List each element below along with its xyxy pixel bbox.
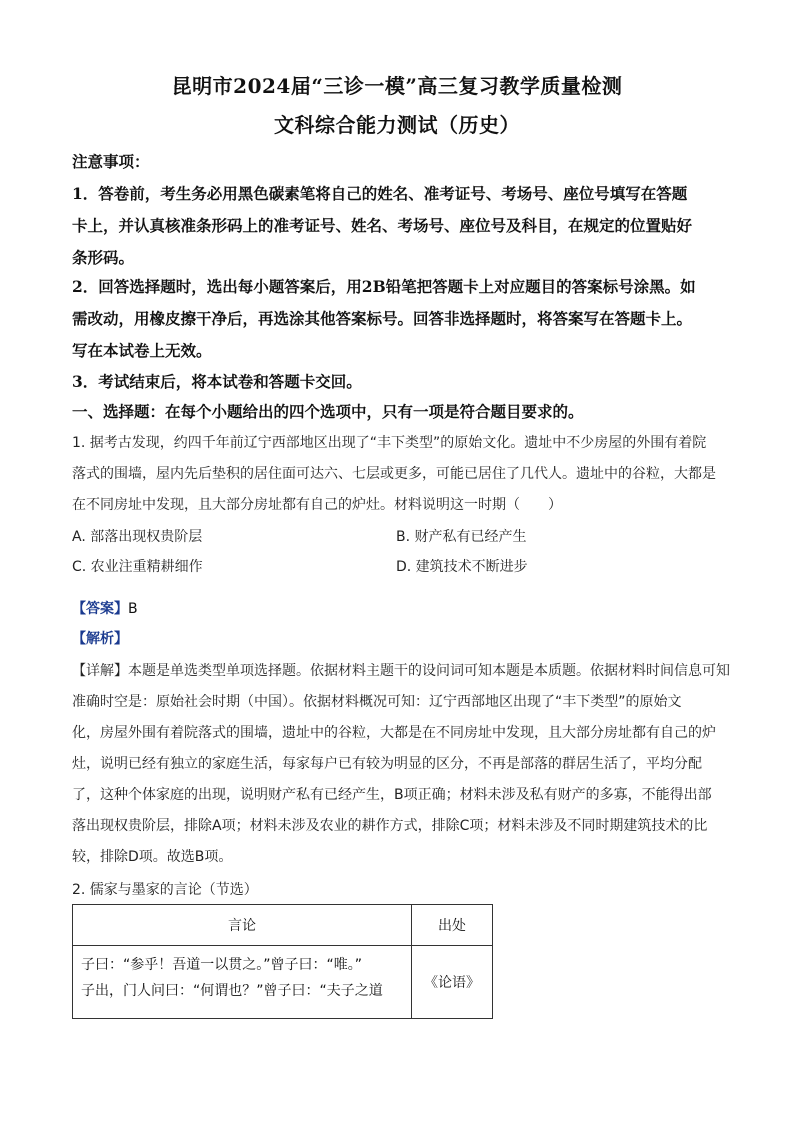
analysis-detail: 较，排除D项。故选B项。	[72, 849, 233, 865]
notice-line: 1．答卷前，考生务必用黑色碳素笔将自己的姓名、准考证号、考场号、座位号填写在答题	[72, 184, 688, 203]
answer-label: 【答案】	[72, 601, 128, 617]
question-stem: 1. 据考古发现，约四千年前辽宁西部地区出现了“丰下类型”的原始文化。遗址中不少房屋的外围有着院	[72, 435, 707, 451]
question-stem: 落式的围墙，屋内先后垫积的居住面可达六、七层或更多，可能已居住了几代人。遗址中的谷粒，大都是	[72, 466, 716, 482]
analysis-detail: 灶，说明已经有独立的家庭生活，每家每户已有较为明显的区分，不再是部落的群居生活了，平均分配	[72, 756, 702, 772]
notice-line: 需改动，用橡皮擦干净后，再选涂其他答案标号。回答非选择题时，将答案写在答题卡上。	[72, 309, 693, 328]
notice-line: 写在本试卷上无效。	[72, 341, 212, 360]
notice-line: 卡上，并认真核准条形码上的准考证号、姓名、考场号、座位号及科目，在规定的位置贴好	[72, 216, 693, 235]
notice-heading: 注意事项：	[72, 152, 150, 171]
analysis-detail: 化，房屋外围有着院落式的围墙，遗址中的谷粒，大都是在不同房址中发现，且大部分房址都有自己的炉	[72, 725, 716, 741]
analysis-detail: 准确时空是：原始社会时期（中国）。依据材料概况可知：辽宁西部地区出现了“丰下类型”的原始文	[72, 694, 682, 710]
analysis-detail: 了，这种个体家庭的出现，说明财产私有已经产生，B项正确；材料未涉及私有财产的多寡，不能得出部	[72, 787, 712, 803]
notice-line: 3．考试结束后，将本试卷和答题卡交回。	[72, 372, 362, 391]
exam-title: 昆明市2024届“三诊一模”高三复习教学质量检测	[171, 74, 623, 98]
exam-subtitle: 文科综合能力测试（历史）	[274, 113, 520, 137]
analysis-detail: 【详解】本题是单选类型单项选择题。依据材料主题干的设问词可知本题是本质题。依据材料时间信息可知	[72, 663, 730, 679]
answer-value: B	[128, 601, 138, 617]
option-b: B. 财产私有已经产生	[396, 529, 527, 545]
analysis-detail: 落出现权贵阶层，排除A项；材料未涉及农业的耕作方式，排除C项；材料未涉及不同时期建筑技术的比	[72, 818, 708, 834]
question-stem: 在不同房址中发现，且大部分房址都有自己的炉灶。材料说明这一时期（ ）	[72, 497, 562, 513]
option-a: A. 部落出现权贵阶层	[72, 529, 203, 545]
notice-line: 2．回答选择题时，选出每小题答案后，用2B铅笔把答题卡上对应题目的答案标号涂黑。如	[72, 277, 696, 296]
table-header-row	[73, 905, 493, 946]
notice-line: 条形码。	[72, 248, 135, 267]
table-row	[73, 946, 493, 1019]
quote-cell	[73, 946, 412, 1019]
question-stem: 2. 儒家与墨家的言论（节选）	[72, 882, 258, 898]
quote-line: 子曰：“参乎！吾道一以贯之。”曾子曰：“唯。”	[81, 957, 363, 973]
source-cell: 《论语》	[412, 946, 493, 1019]
option-d: D. 建筑技术不断进步	[396, 559, 528, 575]
option-c: C. 农业注重精耕细作	[72, 559, 203, 575]
source-table	[72, 904, 493, 1019]
analysis-label: 【解析】	[72, 631, 128, 647]
table-header: 出处	[412, 905, 493, 946]
analysis-line	[72, 628, 722, 648]
quote-line: 子出，门人问曰：“何谓也？”曾子曰：“夫子之道	[81, 983, 383, 999]
table-header: 言论	[73, 905, 412, 946]
section-heading: 一、选择题：在每个小题给出的四个选项中，只有一项是符合题目要求的。	[72, 402, 584, 421]
answer-line	[72, 598, 722, 618]
